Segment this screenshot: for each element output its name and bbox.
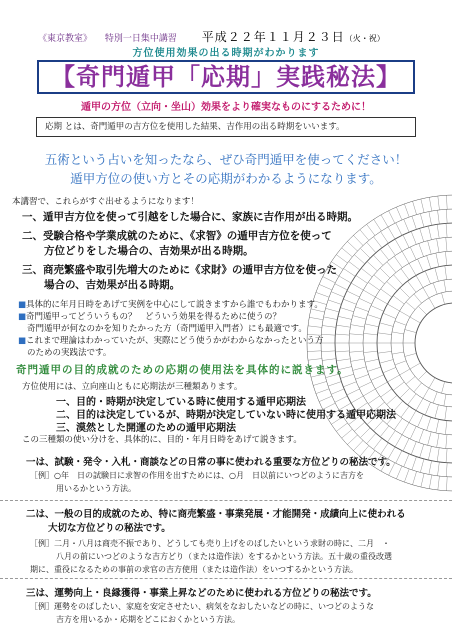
usage-outro: この三種類の使い分けを、具体的に、目的・年月日時をあげて説きます。 (22, 435, 302, 445)
lead-text (0, 150, 452, 188)
note-line: のための実践法です。 (27, 348, 112, 358)
divider (0, 578, 452, 579)
divider (0, 500, 452, 501)
list-item: 三、商売繁盛や取引先増大のために《求財》の遁甲吉方位を使った 場合の、吉効果が出る時期。 (22, 264, 337, 291)
definition-text: とは、奇門遁甲の吉方位を使用した結果、吉作用の出る時期をいいます。 (64, 122, 345, 132)
lead-line-2: 遁甲方位の使い方とその応期がわかるようになります。 (70, 171, 382, 186)
method-3: 三、漠然とした開運のための遁甲応期法 (56, 423, 236, 434)
paragraph-1-example: ［例］○年 日の試験日に求智の作用を出すためには、○月 日以前にいつどのように吉方を 用いるかという方法。 (30, 471, 364, 493)
note-line: ■奇門遁甲ってどういうもの？ どういう効果を得るために使うの？ (18, 312, 282, 322)
method-1: 一、目的・時期が決定している時に使用する遁甲応期法 (56, 397, 306, 408)
paragraph-3-head: 三は、運勢向上・良縁獲得・事業上昇などのために使われる方位どりの秘法です。 (26, 588, 377, 599)
list-item: 二、受験合格や学業成就のために、《求智》の遁甲吉方位を使って 方位どりをした場合の、吉効果が出る時期。 (22, 230, 332, 257)
section-heading: 奇門遁甲の目的成就のための応期の使用法を具体的に説きます。 (16, 364, 349, 376)
event-dow: （火・祝） (344, 34, 385, 43)
event-date: 平成２２年１１月２３日 (201, 30, 345, 44)
definition-box (36, 117, 416, 137)
paragraph-1-head: 一は、試験・発令・入札・商談などの日常の事に使われる重要な方位どりの秘法です。 (26, 457, 396, 468)
method-2: 二、目的は決定しているが、時期が決定していない時に使用する遁甲応期法 (56, 410, 396, 421)
definition-term: 応期 (45, 122, 63, 132)
note-line: ■具体的に年月日時をあげて実例を中心にして説きますから誰でもわかります。 (18, 300, 323, 310)
lead-line-1: 五術という占いを知ったなら、ぜひ奇門遁甲を使ってください！ (44, 152, 408, 167)
paragraph-3-example: ［例］運勢をのばしたい、家庭を安定させたい、病気をなおしたいなどの時に、いつどのような 吉方を用いるか・応期をどこにおくかという方法。 (30, 602, 374, 624)
course-label: 特別一日集中講習 (104, 34, 177, 44)
paragraph-2-example: ［例］二月・八月は商売不振であり、どうしても売り上げをのばしたいという求財の時に、二月 ・ 八月の前にいつどのような吉方どり（または造作法）をするかという方法。五十歳の重役改選 期に、重役になるための事前の求官の吉方使用（または造作法）をいつするかという方法。 (30, 539, 392, 574)
note-line: ■これまで理論はわかっていたが、実際にどう使うかがわからなかったという方 (18, 336, 324, 346)
page-title: 【奇門遁甲「応期」実践秘法】 (37, 60, 415, 94)
intro-text: 本講習で、これらがすぐ出せるようになります！ (12, 197, 199, 207)
paragraph-2-head: 二は、一般の目的成就のため、特に商売繁盛・事業発展・才能開発・成績向上に使われる (26, 509, 406, 520)
usage-intro: 方位使用には、立向座山ともに応期法が三種類あります。 (22, 382, 243, 392)
org-label: 《東京教室》 (38, 34, 93, 44)
list-item: 一、遁甲吉方位を使って引越をした場合に、家族に吉作用が出る時期。 (22, 211, 358, 223)
paragraph-2-head-cont: 大切な方位どりの秘法です。 (48, 523, 171, 534)
title-subtitle: 遁甲の方位（立向・坐山）効果をより確実なものにするために！ (81, 102, 371, 113)
note-line: 奇門遁甲が何なのかを知りたかった方（奇門遁甲入門者）にも最適です。 (27, 324, 307, 334)
subhead: 方位使用効果の出る時期がわかります (132, 48, 320, 59)
header-line (38, 28, 385, 45)
